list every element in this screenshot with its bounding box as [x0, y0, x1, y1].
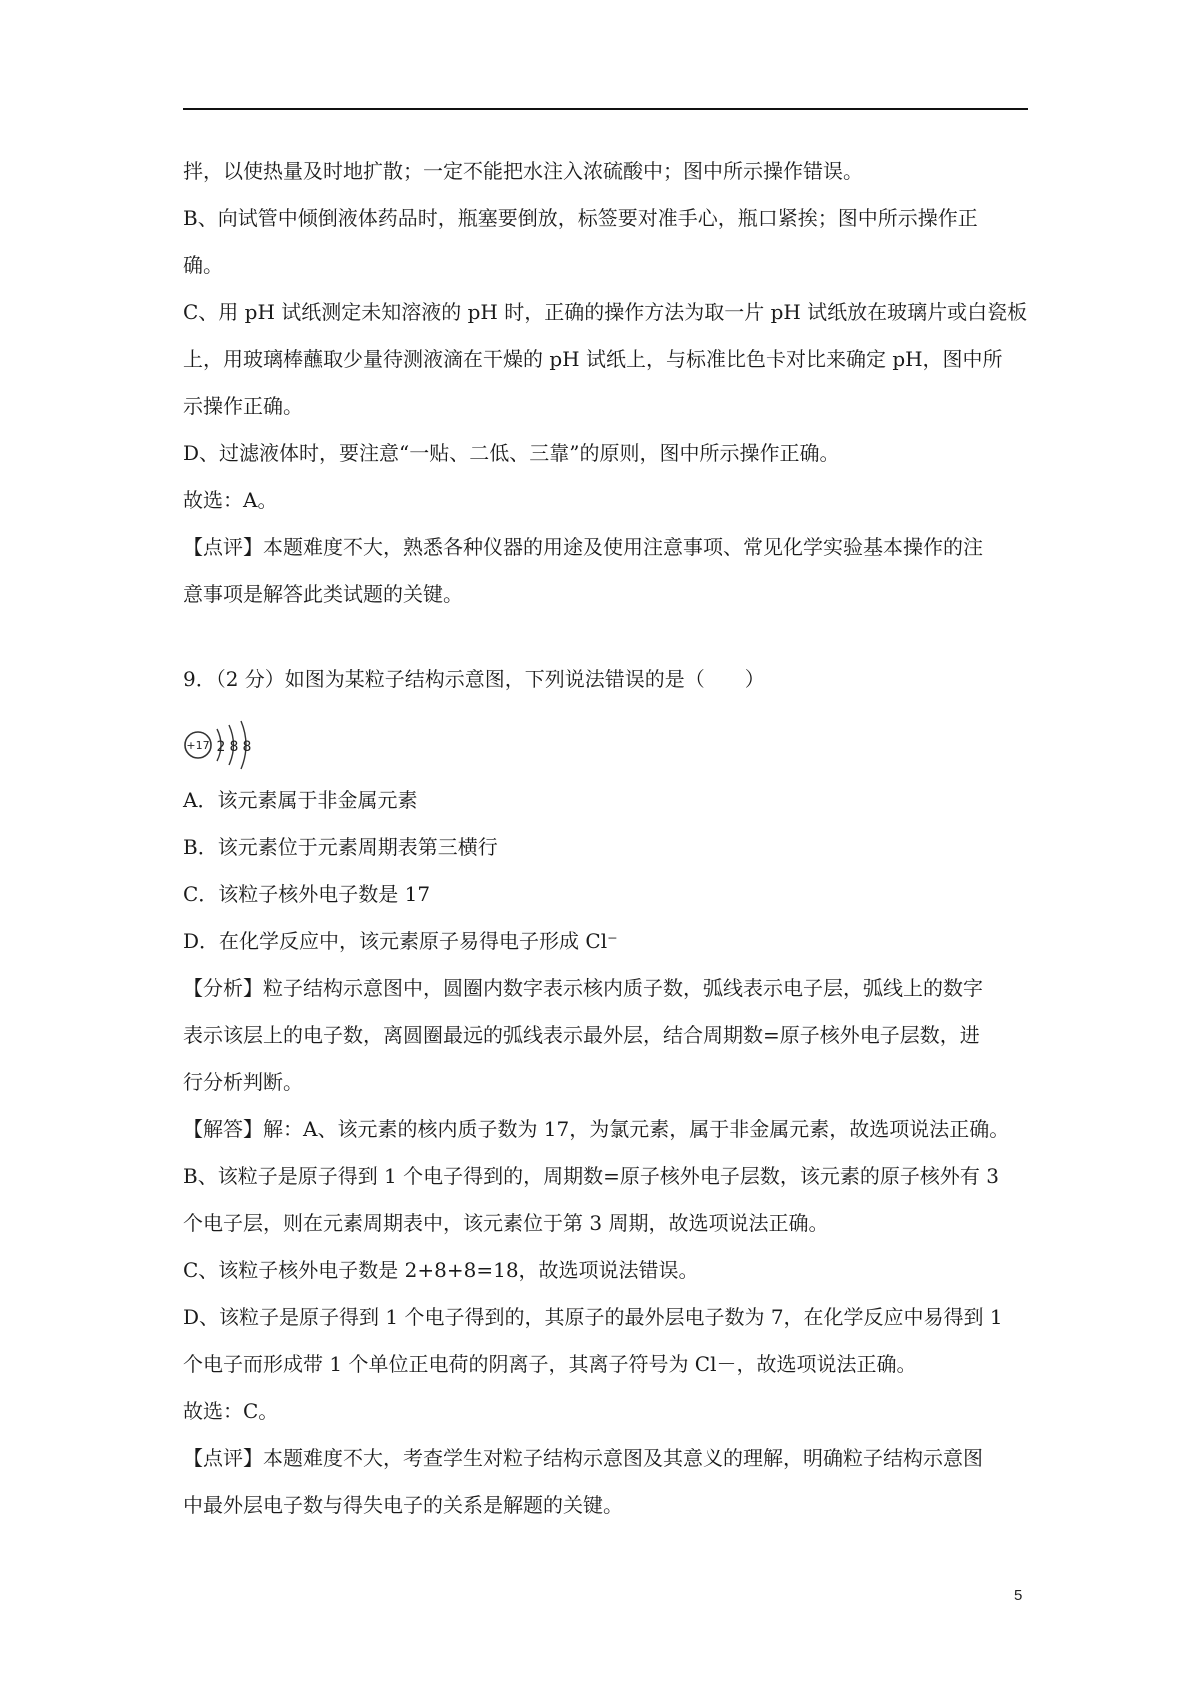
explanation-line: 确。: [183, 253, 223, 277]
shell-1-count: 2: [216, 739, 226, 755]
atom-diagram-svg: [183, 713, 273, 773]
answer-line: 故选：C。: [183, 1399, 279, 1423]
analysis-text: 粒子结构示意图中，圆圈内数字表示核内质子数，弧线表示电子层，弧线上的数字: [263, 976, 983, 1000]
answer-line: B、该粒子是原子得到 1 个电子得到的，周期数=原子核外电子层数，该元素的原子核外有 3: [183, 1164, 999, 1188]
answer-line: 个电子而形成带 1 个单位正电荷的阴离子，其离子符号为 Cl－，故选项说法正确。: [183, 1352, 917, 1376]
comment-line: 意事项是解答此类试题的关键。: [183, 582, 463, 606]
explanation-line: C、用 pH 试纸测定未知溶液的 pH 时，正确的操作方法为取一片 pH 试纸放在玻璃片或白瓷板: [183, 300, 1028, 324]
analysis-line: 表示该层上的电子数，离圆圈最远的弧线表示最外层，结合周期数=原子核外电子层数，进: [183, 1023, 980, 1047]
comment-label: 【点评】: [183, 535, 263, 559]
answer-label: 【解答】: [183, 1117, 263, 1141]
explanation-line: B、向试管中倾倒液体药品时，瓶塞要倒放，标签要对准手心，瓶口紧挨；图中所示操作正: [183, 206, 978, 230]
comment-label: 【点评】: [183, 1446, 263, 1470]
answer-text: 解：A、该元素的核内质子数为 17，为氯元素，属于非金属元素，故选项说法正确。: [263, 1117, 1010, 1141]
question-stem: 9．（2 分）如图为某粒子结构示意图，下列说法错误的是（ ）: [183, 667, 765, 691]
analysis-label: 【分析】: [183, 976, 263, 1000]
shell-2-count: 8: [229, 739, 239, 755]
explanation-line: 上，用玻璃棒蘸取少量待测液滴在干燥的 pH 试纸上，与标准比色卡对比来确定 pH，图中所: [183, 347, 1003, 371]
analysis-line: 行分析判断。: [183, 1070, 303, 1094]
comment-text: 本题难度不大，熟悉各种仪器的用途及使用注意事项、常见化学实验基本操作的注: [263, 535, 983, 559]
comment-text: 本题难度不大，考查学生对粒子结构示意图及其意义的理解，明确粒子结构示意图: [263, 1446, 983, 1470]
page-number: 5: [1014, 1587, 1023, 1604]
comment-line: 中最外层电子数与得失电子的关系是解题的关键。: [183, 1493, 623, 1517]
header-rule: [183, 108, 1028, 110]
explanation-line: 故选：A。: [183, 488, 278, 512]
page-content: [183, 148, 1033, 1529]
analysis-line: [183, 965, 1033, 1012]
answer-line: C、该粒子核外电子数是 2+8+8=18，故选项说法错误。: [183, 1258, 699, 1282]
option-a: A．该元素属于非金属元素: [183, 788, 418, 812]
answer-line: D、该粒子是原子得到 1 个电子得到的，其原子的最外层电子数为 7，在化学反应中易得到 1: [183, 1305, 1003, 1329]
answer-line: [183, 1106, 1033, 1153]
explanation-line: D、过滤液体时，要注意“一贴、二低、三靠”的原则，图中所示操作正确。: [183, 441, 840, 465]
shell-3-count: 8: [242, 739, 252, 755]
explanation-line: 拌，以使热量及时地扩散；一定不能把水注入浓硫酸中；图中所示操作错误。: [183, 159, 863, 183]
explanation-line: 示操作正确。: [183, 394, 303, 418]
nucleus-label: +17: [186, 739, 210, 752]
comment-line: [183, 524, 1033, 571]
answer-line: 个电子层，则在元素周期表中，该元素位于第 3 周期，故选项说法正确。: [183, 1211, 829, 1235]
comment-line: [183, 1435, 1033, 1482]
particle-structure-diagram: [183, 703, 1033, 777]
option-d: D．在化学反应中，该元素原子易得电子形成 Cl⁻: [183, 929, 618, 953]
option-c: C．该粒子核外电子数是 17: [183, 882, 431, 906]
option-b: B．该元素位于元素周期表第三横行: [183, 835, 498, 859]
section-gap: [183, 618, 1033, 656]
